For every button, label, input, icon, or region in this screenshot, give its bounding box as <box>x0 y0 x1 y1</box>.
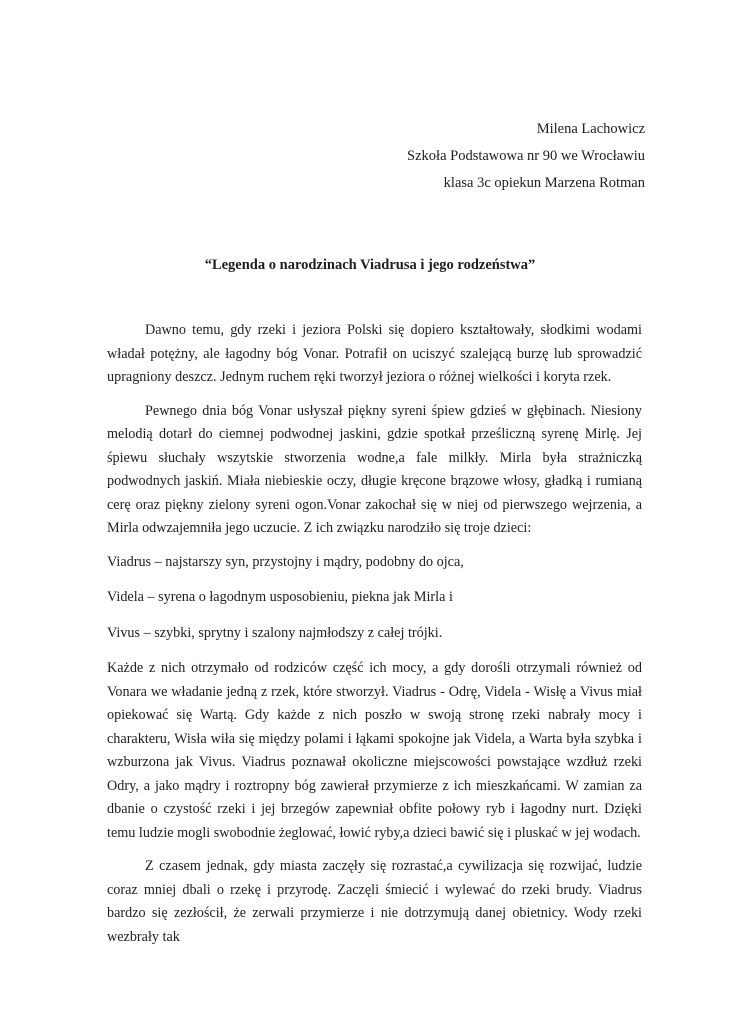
paragraph-mirla: Pewnego dnia bóg Vonar usłyszał piękny syreni śpiew gdzieś w głębinach. Niesiony melodią dotarł do ciemnej podwodnej jaskini, gdzie spotkał prześliczną syrenę Mirlę. Jej śpiewu słuchały wszytskie stworzenia wodne,a fale milkły. Mirla była strażniczką podwodnych jaskiń. Miała niebieskie oczy, długie kręcone brązowe włosy, gładką i rumianą cerę oraz piękny zielony syreni ogon.Vonar zakochał się w niej od pierwszego wejrzenia, a Mirla odwzajemniła jego uczucie. Z ich związku narodziło się troje dzieci: <box>107 402 642 536</box>
class-info: klasa 3c opiekun Marzena Rotman <box>443 175 645 191</box>
school-name: Szkoła Podstawowa nr 90 we Wrocławiu <box>407 148 645 164</box>
paragraph-pollution: Z czasem jednak, gdy miasta zaczęły się rozrastać,a cywilizacja się rozwijać, ludzie coraz mniej dbali o rzekę i przyrodę. Zaczęli śmiecić i wylewać do rzeki brudy. Viadrus bardzo się zezłościł, że zerwali przymierze i nie dotrzymują danej obietnicy. Wody rzeki wezbrały tak <box>107 858 642 945</box>
sibling-viadrus: Viadrus – najstarszy syn, przystojny i mądry, podobny do ojca, <box>107 553 464 570</box>
sibling-videla: Videla – syrena o łagodnym usposobieniu, piekna jak Mirla i <box>107 589 453 605</box>
author-name: Milena Lachowicz <box>536 121 645 137</box>
document-body <box>107 319 642 959</box>
document-title: “Legenda o narodzinach Viadrusa i jego rodzeństwa” <box>204 257 536 273</box>
sibling-vivus: Vivus – szybki, sprytny i szalony najmłodszy z całej trójki. <box>107 624 443 641</box>
paragraph-intro: Dawno temu, gdy rzeki i jeziora Polski się dopiero kształtowały, słodkimi wodami władał potężny, ale łagodny bóg Vonar. Potrafił on uciszyć szalejącą burzę lub sprowadzić upragniony deszcz. Jednym ruchem ręki tworzył jeziora o różnej wielkości i koryta rzek. <box>107 322 642 385</box>
author-header <box>225 116 645 197</box>
paragraph-rivers: Każde z nich otrzymało od rodziców część ich mocy, a gdy dorośli otrzymali również od Vonara we władanie jedną z rzek, które stworzył. Viadrus - Odrę, Videla - Wisłę a Vivus miał opiekować się Wartą. Gdy każde z nich poszło w swoją stronę rzeki nabrały mocy i charakteru, Wisła wiła się między polami i łąkami spokojne jak Videla, a Warta była szybka i wzburzona jak Vivus. Viadrus poznawał okoliczne miejscowości powstające wzdłuż rzeki Odry, a jako mądry i roztropny bóg zawierał przymierze z ich mieszkańcami. W zamian za dbanie o czystość rzeki i jej brzegów zapewniał obfite połowy ryb i łagodny nurt. Dzięki temu ludzie mogli swobodnie żeglować, łowić ryby,a dzieci bawić się i pluskać w jej wodach. <box>107 660 642 841</box>
